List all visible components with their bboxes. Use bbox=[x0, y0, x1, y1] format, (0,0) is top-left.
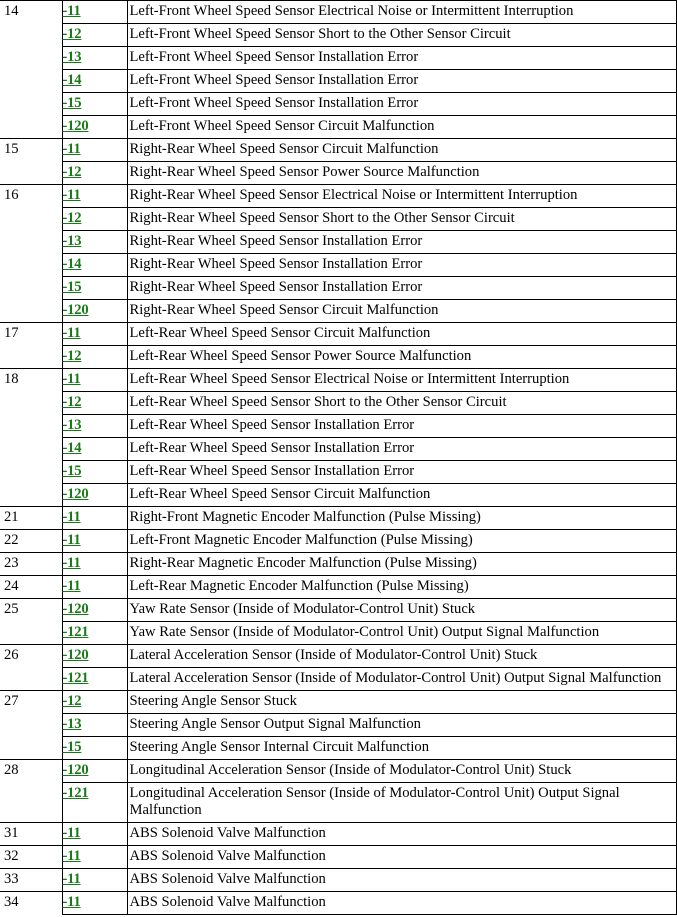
subcode-cell bbox=[62, 484, 127, 507]
subcode-cell bbox=[62, 392, 127, 415]
table-row bbox=[0, 823, 676, 846]
dtc-description: Steering Angle Sensor Stuck bbox=[127, 691, 676, 714]
table-row bbox=[0, 185, 676, 208]
table-row bbox=[0, 116, 676, 139]
table-row bbox=[0, 530, 676, 553]
subcode-cell bbox=[62, 823, 127, 846]
subcode-link[interactable]: -12 bbox=[62, 693, 82, 709]
dtc-description: Longitudinal Acceleration Sensor (Inside of Modulator-Control Unit) Output Signal Malfunction bbox=[127, 783, 676, 823]
dtc-description: Right-Rear Wheel Speed Sensor Circuit Malfunction bbox=[127, 300, 676, 323]
table-row bbox=[0, 846, 676, 869]
subcode-cell bbox=[62, 139, 127, 162]
table-row bbox=[0, 323, 676, 346]
subcode-link[interactable]: -11 bbox=[62, 894, 81, 910]
dtc-code: 16 bbox=[0, 185, 62, 323]
dtc-code: 17 bbox=[0, 323, 62, 369]
dtc-description: Left-Front Wheel Speed Sensor Short to the Other Sensor Circuit bbox=[127, 24, 676, 47]
table-row bbox=[0, 622, 676, 645]
subcode-link[interactable]: -120 bbox=[62, 601, 89, 617]
table-row bbox=[0, 507, 676, 530]
subcode-cell bbox=[62, 576, 127, 599]
table-row bbox=[0, 24, 676, 47]
dtc-description: ABS Solenoid Valve Malfunction bbox=[127, 823, 676, 846]
dtc-description: Longitudinal Acceleration Sensor (Inside of Modulator-Control Unit) Stuck bbox=[127, 760, 676, 783]
subcode-link[interactable]: -15 bbox=[62, 279, 82, 295]
subcode-cell bbox=[62, 645, 127, 668]
subcode-cell bbox=[62, 369, 127, 392]
table-row bbox=[0, 346, 676, 369]
subcode-link[interactable]: -11 bbox=[62, 3, 81, 19]
table-row bbox=[0, 139, 676, 162]
subcode-cell bbox=[62, 760, 127, 783]
subcode-link[interactable]: -11 bbox=[62, 871, 81, 887]
dtc-code: 28 bbox=[0, 760, 62, 823]
dtc-description: Left-Rear Wheel Speed Sensor Short to the Other Sensor Circuit bbox=[127, 392, 676, 415]
dtc-description: Left-Front Wheel Speed Sensor Installation Error bbox=[127, 70, 676, 93]
dtc-description: Left-Rear Wheel Speed Sensor Circuit Malfunction bbox=[127, 484, 676, 507]
dtc-description: Yaw Rate Sensor (Inside of Modulator-Control Unit) Stuck bbox=[127, 599, 676, 622]
subcode-link[interactable]: -120 bbox=[62, 118, 89, 134]
dtc-description: Left-Front Magnetic Encoder Malfunction (Pulse Missing) bbox=[127, 530, 676, 553]
subcode-link[interactable]: -121 bbox=[62, 670, 89, 686]
table-row bbox=[0, 714, 676, 737]
dtc-description: Left-Front Wheel Speed Sensor Electrical Noise or Intermittent Interruption bbox=[127, 1, 676, 24]
table-row bbox=[0, 231, 676, 254]
subcode-link[interactable]: -14 bbox=[62, 440, 82, 456]
dtc-description: Left-Rear Wheel Speed Sensor Installation Error bbox=[127, 438, 676, 461]
dtc-description: ABS Solenoid Valve Malfunction bbox=[127, 869, 676, 892]
subcode-cell bbox=[62, 415, 127, 438]
dtc-code: 33 bbox=[0, 869, 62, 892]
dtc-code: 31 bbox=[0, 823, 62, 846]
subcode-cell bbox=[62, 783, 127, 823]
subcode-link[interactable]: -11 bbox=[62, 325, 81, 341]
subcode-link[interactable]: -11 bbox=[62, 555, 81, 571]
dtc-code: 14 bbox=[0, 1, 62, 139]
subcode-cell bbox=[62, 507, 127, 530]
dtc-description: Right-Rear Wheel Speed Sensor Electrical Noise or Intermittent Interruption bbox=[127, 185, 676, 208]
dtc-description: Lateral Acceleration Sensor (Inside of Modulator-Control Unit) Stuck bbox=[127, 645, 676, 668]
dtc-description: ABS Solenoid Valve Malfunction bbox=[127, 846, 676, 869]
table-row bbox=[0, 892, 676, 915]
subcode-cell bbox=[62, 346, 127, 369]
subcode-cell bbox=[62, 438, 127, 461]
dtc-description: Right-Rear Wheel Speed Sensor Short to the Other Sensor Circuit bbox=[127, 208, 676, 231]
dtc-description: Right-Rear Wheel Speed Sensor Circuit Malfunction bbox=[127, 139, 676, 162]
table-row bbox=[0, 369, 676, 392]
dtc-description: Lateral Acceleration Sensor (Inside of Modulator-Control Unit) Output Signal Malfunction bbox=[127, 668, 676, 691]
subcode-link[interactable]: -11 bbox=[62, 187, 81, 203]
subcode-link[interactable]: -14 bbox=[62, 256, 82, 272]
subcode-link[interactable]: -13 bbox=[62, 233, 82, 249]
subcode-link[interactable]: -11 bbox=[62, 825, 81, 841]
dtc-description: Right-Front Magnetic Encoder Malfunction (Pulse Missing) bbox=[127, 507, 676, 530]
subcode-cell bbox=[62, 737, 127, 760]
table-row bbox=[0, 553, 676, 576]
subcode-cell bbox=[62, 185, 127, 208]
table-row bbox=[0, 461, 676, 484]
dtc-code: 21 bbox=[0, 507, 62, 530]
subcode-cell bbox=[62, 254, 127, 277]
table-row bbox=[0, 783, 676, 823]
table-row bbox=[0, 576, 676, 599]
table-row bbox=[0, 645, 676, 668]
dtc-description: Yaw Rate Sensor (Inside of Modulator-Control Unit) Output Signal Malfunction bbox=[127, 622, 676, 645]
dtc-code: 25 bbox=[0, 599, 62, 645]
subcode-cell bbox=[62, 24, 127, 47]
table-row bbox=[0, 869, 676, 892]
table-row bbox=[0, 277, 676, 300]
table-row bbox=[0, 415, 676, 438]
subcode-cell bbox=[62, 47, 127, 70]
dtc-code: 23 bbox=[0, 553, 62, 576]
subcode-cell bbox=[62, 116, 127, 139]
subcode-cell bbox=[62, 869, 127, 892]
subcode-link[interactable]: -121 bbox=[62, 624, 89, 640]
dtc-description: Steering Angle Sensor Internal Circuit Malfunction bbox=[127, 737, 676, 760]
subcode-link[interactable]: -121 bbox=[62, 785, 89, 801]
table-row bbox=[0, 392, 676, 415]
table-row bbox=[0, 70, 676, 93]
table-row bbox=[0, 737, 676, 760]
subcode-link[interactable]: -11 bbox=[62, 532, 81, 548]
subcode-link[interactable]: -15 bbox=[62, 95, 82, 111]
dtc-code: 15 bbox=[0, 139, 62, 185]
subcode-link[interactable]: -120 bbox=[62, 647, 89, 663]
dtc-code: 26 bbox=[0, 645, 62, 691]
dtc-code: 32 bbox=[0, 846, 62, 869]
dtc-table-body bbox=[0, 1, 676, 915]
subcode-link[interactable]: -14 bbox=[62, 72, 82, 88]
subcode-link[interactable]: -13 bbox=[62, 417, 82, 433]
subcode-cell bbox=[62, 892, 127, 915]
table-row bbox=[0, 668, 676, 691]
subcode-link[interactable]: -12 bbox=[62, 348, 82, 364]
table-row bbox=[0, 1, 676, 24]
subcode-link[interactable]: -11 bbox=[62, 371, 81, 387]
subcode-cell bbox=[62, 93, 127, 116]
table-row bbox=[0, 300, 676, 323]
table-row bbox=[0, 484, 676, 507]
table-row bbox=[0, 47, 676, 70]
subcode-link[interactable]: -12 bbox=[62, 26, 82, 42]
dtc-description: Left-Rear Wheel Speed Sensor Electrical Noise or Intermittent Interruption bbox=[127, 369, 676, 392]
dtc-code: 34 bbox=[0, 892, 62, 915]
dtc-description: Right-Rear Wheel Speed Sensor Installation Error bbox=[127, 231, 676, 254]
subcode-link[interactable]: -12 bbox=[62, 164, 82, 180]
dtc-code: 22 bbox=[0, 530, 62, 553]
subcode-cell bbox=[62, 622, 127, 645]
table-row bbox=[0, 162, 676, 185]
table-row bbox=[0, 438, 676, 461]
subcode-link[interactable]: -11 bbox=[62, 848, 81, 864]
dtc-description: Left-Rear Wheel Speed Sensor Installation Error bbox=[127, 415, 676, 438]
dtc-code: 24 bbox=[0, 576, 62, 599]
table-row bbox=[0, 254, 676, 277]
subcode-link[interactable]: -120 bbox=[62, 302, 89, 318]
subcode-link[interactable]: -11 bbox=[62, 141, 81, 157]
dtc-description: Left-Front Wheel Speed Sensor Circuit Malfunction bbox=[127, 116, 676, 139]
dtc-description: Left-Front Wheel Speed Sensor Installation Error bbox=[127, 47, 676, 70]
subcode-link[interactable]: -15 bbox=[62, 739, 82, 755]
subcode-cell bbox=[62, 231, 127, 254]
table-row bbox=[0, 760, 676, 783]
dtc-code: 18 bbox=[0, 369, 62, 507]
table-row bbox=[0, 93, 676, 116]
subcode-cell bbox=[62, 323, 127, 346]
subcode-cell bbox=[62, 208, 127, 231]
dtc-description: Left-Rear Wheel Speed Sensor Circuit Malfunction bbox=[127, 323, 676, 346]
subcode-cell bbox=[62, 70, 127, 93]
dtc-description: Left-Front Wheel Speed Sensor Installation Error bbox=[127, 93, 676, 116]
subcode-link[interactable]: -12 bbox=[62, 394, 82, 410]
subcode-cell bbox=[62, 300, 127, 323]
subcode-cell bbox=[62, 846, 127, 869]
dtc-description: ABS Solenoid Valve Malfunction bbox=[127, 892, 676, 915]
subcode-link[interactable]: -13 bbox=[62, 716, 82, 732]
subcode-link[interactable]: -15 bbox=[62, 463, 82, 479]
subcode-link[interactable]: -11 bbox=[62, 509, 81, 525]
dtc-description: Left-Rear Magnetic Encoder Malfunction (Pulse Missing) bbox=[127, 576, 676, 599]
subcode-cell bbox=[62, 599, 127, 622]
dtc-description: Steering Angle Sensor Output Signal Malfunction bbox=[127, 714, 676, 737]
dtc-description: Left-Rear Wheel Speed Sensor Installation Error bbox=[127, 461, 676, 484]
subcode-cell bbox=[62, 530, 127, 553]
dtc-description: Right-Rear Magnetic Encoder Malfunction (Pulse Missing) bbox=[127, 553, 676, 576]
dtc-code: 27 bbox=[0, 691, 62, 760]
subcode-cell bbox=[62, 277, 127, 300]
subcode-link[interactable]: -11 bbox=[62, 578, 81, 594]
table-row bbox=[0, 208, 676, 231]
table-row bbox=[0, 691, 676, 714]
subcode-link[interactable]: -120 bbox=[62, 762, 89, 778]
dtc-description: Right-Rear Wheel Speed Sensor Installation Error bbox=[127, 254, 676, 277]
dtc-description: Right-Rear Wheel Speed Sensor Installation Error bbox=[127, 277, 676, 300]
subcode-link[interactable]: -120 bbox=[62, 486, 89, 502]
subcode-cell bbox=[62, 691, 127, 714]
subcode-link[interactable]: -12 bbox=[62, 210, 82, 226]
subcode-cell bbox=[62, 714, 127, 737]
subcode-cell bbox=[62, 1, 127, 24]
dtc-description: Right-Rear Wheel Speed Sensor Power Source Malfunction bbox=[127, 162, 676, 185]
table-row bbox=[0, 599, 676, 622]
subcode-link[interactable]: -13 bbox=[62, 49, 82, 65]
subcode-cell bbox=[62, 162, 127, 185]
dtc-description: Left-Rear Wheel Speed Sensor Power Source Malfunction bbox=[127, 346, 676, 369]
subcode-cell bbox=[62, 461, 127, 484]
subcode-cell bbox=[62, 668, 127, 691]
subcode-cell bbox=[62, 553, 127, 576]
